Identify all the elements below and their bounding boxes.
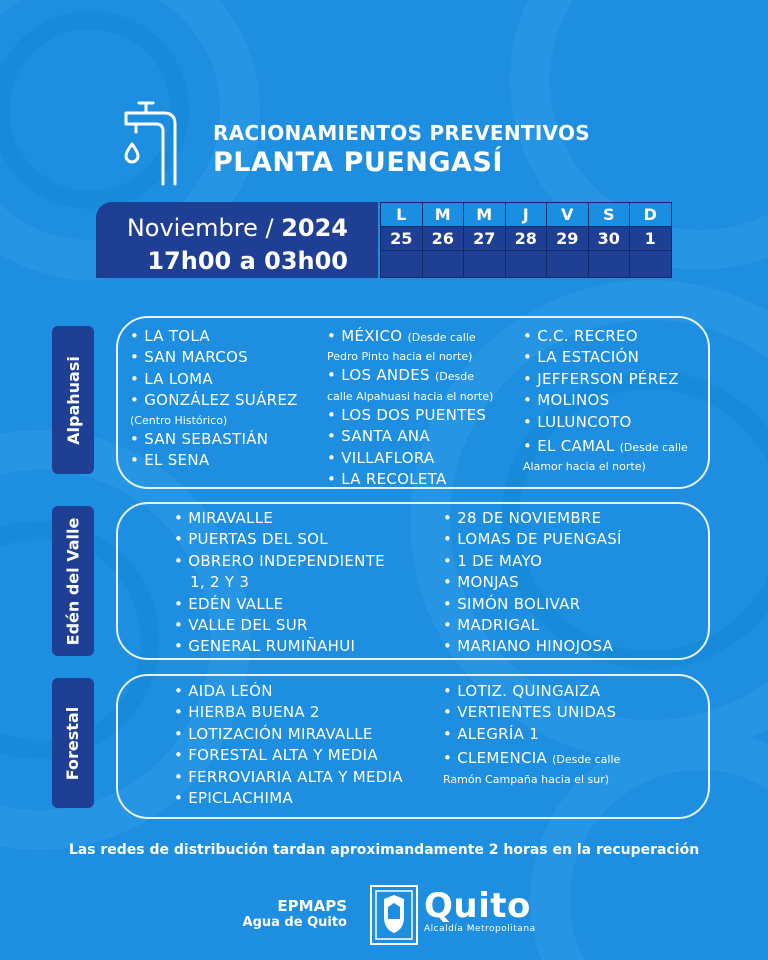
calendar-date: 25 [381, 227, 423, 251]
list-item [130, 390, 298, 428]
brand-subtitle: Alcaldía Metropolitana [424, 924, 536, 934]
list-item: • MARIANO HINOJOSA [443, 637, 614, 656]
list-item: • AIDA LEÓN [174, 682, 273, 700]
list-item: • FORESTAL ALTA Y MEDIA [174, 746, 378, 765]
hours-label: 17h00 a 03h00 [147, 247, 348, 275]
calendar-date: 1 [630, 227, 672, 251]
year-text: 2024 [281, 214, 348, 242]
calendar-cell [381, 251, 423, 278]
list-item [327, 326, 493, 365]
quito-seal-icon [370, 885, 418, 945]
item-text: • LOS ANDES [327, 366, 430, 385]
calendar-cell [422, 251, 464, 278]
item-note: (Desde [434, 370, 474, 384]
org-subname: Agua de Quito [242, 915, 347, 930]
list-item [523, 436, 688, 475]
neighborhood-list [174, 508, 385, 658]
calendar-cell [630, 251, 672, 278]
neighborhood-list [443, 508, 622, 658]
list-item: • LA LOMA [130, 369, 213, 388]
list-item: • FERROVIARIA ALTA Y MEDIA [174, 767, 403, 786]
item-subtext: calle Alpahuasi hacia el norte) [327, 389, 494, 403]
calendar-cell [464, 251, 506, 278]
sector-tab-alpahuasi [52, 326, 94, 474]
item-note: (Desde calle [552, 753, 621, 767]
list-item: • 28 DE NOVIEMBRE [443, 509, 602, 527]
list-item: • LOMAS DE PUENGASÍ [443, 530, 622, 549]
calendar-date: 28 [505, 227, 547, 251]
list-item: • LA ESTACIÓN [523, 348, 640, 367]
faucet-icon [120, 100, 200, 188]
calendar-date: 29 [547, 227, 589, 251]
list-item: • HIERBA BUENA 2 [174, 703, 320, 722]
title-line-1: RACIONAMIENTOS PREVENTIVOS [213, 121, 590, 145]
item-text: • CLEMENCIA [443, 749, 548, 768]
list-item: • LOTIZ. QUINGAIZA [443, 682, 601, 700]
brand-name: Quito [424, 886, 531, 926]
list-item: • SIMÓN BOLIVAR [443, 594, 581, 613]
item-text: • GONZÁLEZ SUÁREZ [130, 391, 298, 410]
item-text: • MÉXICO [327, 327, 403, 345]
list-item: • EL SENA [130, 451, 210, 470]
recovery-note: Las redes de distribución tardan aproximandamente 2 horas en la recuperación [68, 842, 700, 858]
calendar-day: M [464, 203, 506, 227]
list-item: • C.C. RECREO [523, 327, 638, 345]
calendar-date: 30 [588, 227, 630, 251]
epmaps-logo [243, 897, 347, 930]
sector-name: Forestal [63, 706, 83, 780]
item-text: • EL CAMAL [523, 437, 615, 456]
item-subtext: Ramón Campaña hacia el sur) [443, 772, 610, 786]
month-text: Noviembre / [126, 214, 274, 242]
list-item: • 1 DE MAYO [443, 551, 543, 570]
calendar-cell [505, 251, 547, 278]
calendar-day: V [547, 203, 589, 227]
item-note: (Desde calle [619, 441, 688, 455]
item-text: • OBRERO INDEPENDIENTE [174, 551, 385, 570]
neighborhood-list [443, 681, 620, 788]
list-item: • LA RECOLETA [327, 470, 447, 489]
calendar-day: J [505, 203, 547, 227]
list-item: • PUERTAS DEL SOL [174, 530, 328, 549]
neighborhood-list [523, 326, 688, 475]
list-item: • SAN MARCOS [130, 348, 248, 367]
month-label [127, 214, 348, 242]
neighborhood-list [327, 326, 493, 490]
calendar-day: L [381, 203, 423, 227]
sector-tab-forestal [52, 678, 94, 808]
list-item: • VALLE DEL SUR [174, 616, 308, 635]
neighborhood-list [130, 326, 298, 471]
list-item: • SAN SEBASTIÁN [130, 429, 269, 448]
calendar-day: D [630, 203, 672, 227]
sector-name: Alpahuasi [63, 355, 83, 445]
list-item: • LA TOLA [130, 327, 210, 345]
calendar-date: 27 [464, 227, 506, 251]
list-item: • MONJAS [443, 573, 519, 592]
org-name: EPMAPS [277, 897, 347, 915]
calendar-table [380, 202, 672, 278]
list-item: • MOLINOS [523, 391, 610, 410]
list-item: • GENERAL RUMIÑAHUI [174, 637, 356, 656]
item-subtext: Pedro Pinto hacia el norte) [327, 350, 473, 364]
title-line-2: PLANTA PUENGASÍ [213, 147, 503, 178]
item-subtext: (Centro Histórico) [130, 413, 228, 427]
list-item: • LOTIZACIÓN MIRAVALLE [174, 724, 373, 743]
list-item: • MIRAVALLE [174, 509, 274, 527]
list-item: • EDÉN VALLE [174, 594, 284, 613]
list-item: • MADRIGAL [443, 616, 540, 635]
list-item: • LULUNCOTO [523, 412, 632, 431]
list-item: • JEFFERSON PÉREZ [523, 369, 679, 388]
item-continuation: 1, 2 Y 3 [190, 573, 250, 592]
list-item: • VILLAFLORA [327, 448, 435, 467]
sector-name: Edén del Valle [63, 517, 83, 645]
item-note: (Desde calle [407, 331, 476, 344]
calendar-cell [588, 251, 630, 278]
list-item: • LOS DOS PUENTES [327, 405, 487, 424]
list-item [327, 365, 493, 404]
list-item: • SANTA ANA [327, 427, 430, 446]
calendar-cell [547, 251, 589, 278]
calendar-day: S [588, 203, 630, 227]
calendar-date: 26 [422, 227, 464, 251]
list-item: • EPICLACHIMA [174, 789, 294, 808]
sector-tab-eden-del-valle [52, 506, 94, 656]
date-box [96, 202, 378, 278]
item-subtext: Alamor hacia el norte) [523, 460, 646, 474]
list-item: • ALEGRÍA 1 [443, 724, 540, 743]
quito-logo [424, 888, 536, 934]
neighborhood-list [174, 681, 403, 809]
calendar-day: M [422, 203, 464, 227]
list-item [174, 551, 385, 594]
list-item [443, 748, 620, 787]
list-item: • VERTIENTES UNIDAS [443, 703, 617, 722]
